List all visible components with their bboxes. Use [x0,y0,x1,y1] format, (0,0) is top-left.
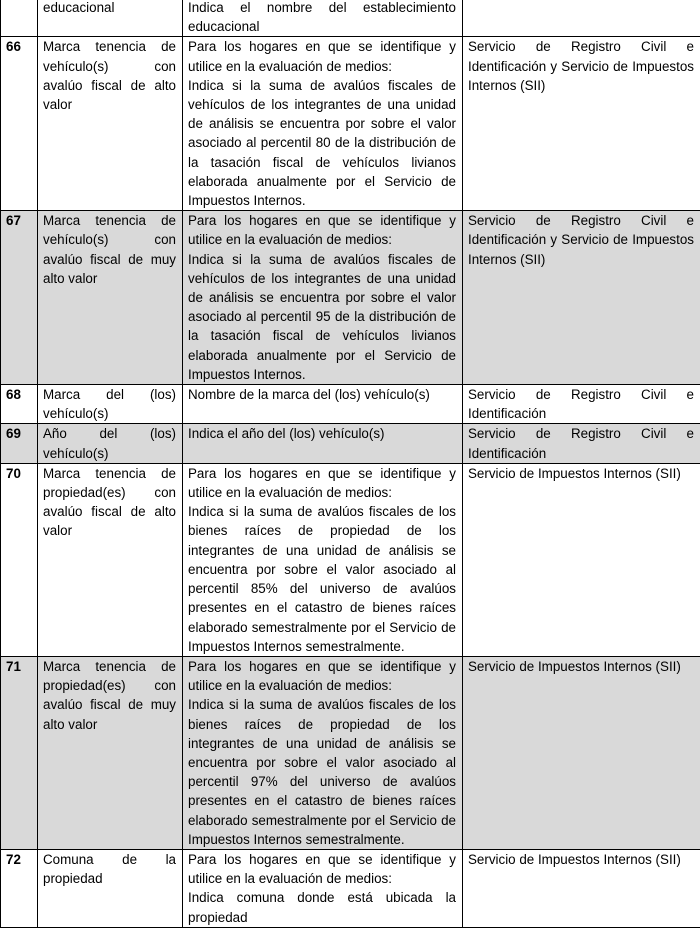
table-row [1,37,700,211]
description-intro: Para los hogares en que se identifique y utilice en la evaluación de medios: [188,464,456,502]
description-body: Indica el año del (los) vehículo(s) [188,424,456,443]
row-number: 66 [1,37,38,211]
description-body: Indica si la suma de avalúos fiscales de los bienes raíces de propiedad de los integrantes de una unidad de análisis se encuentra por sobre el valor asociado al percentil 97% del universo de avalúos presentes en el catastro de bienes raíces elaborado semestralmente por el Servicio de Impuestos Internos semestralmente. [188,695,456,849]
table-row [1,211,700,385]
data-source: Servicio de Impuestos Internos (SII) [463,656,700,849]
description-body: Indica si la suma de avalúos fiscales de los bienes raíces de propiedad de los integrantes de una unidad de análisis se encuentra por sobre el valor asociado al percentil 85% del universo de avalúos presentes en el catastro de bienes raíces elaborado semestralmente por el Servicio de Impuestos Internos semestralmente. [188,502,456,656]
description-intro: Para los hogares en que se identifique y utilice en la evaluación de medios: [188,37,456,75]
variable-name: Marca tenencia de propiedad(es) con avalúo fiscal de alto valor [38,463,183,656]
variable-name: Marca del (los) vehículo(s) [38,385,183,424]
row-number: 69 [1,424,38,463]
description-intro: Para los hogares en que se identifique y utilice en la evaluación de medios: [188,211,456,249]
description-body: Indica si la suma de avalúos fiscales de vehículos de los integrantes de una unidad de análisis se encuentra por sobre el valor asociado al percentil 95 de la distribución de la tasación fiscal de vehículos livianos elaborada anualmente por el Servicio de Impuestos Internos. [188,250,456,384]
variable-name: Marca tenencia de vehículo(s) con avalúo fiscal de muy alto valor [38,211,183,385]
variable-description [183,849,463,927]
description-body: Nombre de la marca del (los) vehículo(s) [188,385,456,404]
table-row [1,424,700,463]
row-number: 67 [1,211,38,385]
variable-name: Comuna de la propiedad [38,849,183,927]
data-source: Servicio de Registro Civil e Identificación [463,424,700,463]
row-number: 72 [1,849,38,927]
row-number: 68 [1,385,38,424]
table-row [1,463,700,656]
table-row [1,0,700,37]
description-intro: Para los hogares en que se identifique y utilice en la evaluación de medios: [188,850,456,888]
variable-description [183,463,463,656]
variable-description [183,656,463,849]
data-source [463,0,700,37]
data-source: Servicio de Registro Civil e Identificación y Servicio de Impuestos Internos (SII) [463,37,700,211]
description-body: Indica si la suma de avalúos fiscales de vehículos de los integrantes de una unidad de análisis se encuentra por sobre el valor asociado al percentil 80 de la distribución de la tasación fiscal de vehículos livianos elaborada anualmente por el Servicio de Impuestos Internos. [188,76,456,210]
row-number: 70 [1,463,38,656]
table-row [1,385,700,424]
variable-description [183,385,463,424]
table-row [1,656,700,849]
row-number: 71 [1,656,38,849]
variable-description [183,37,463,211]
variable-description [183,0,463,37]
data-source: Servicio de Registro Civil e Identificación [463,385,700,424]
variable-name: educacional [38,0,183,37]
row-number [1,0,38,37]
table-row [1,849,700,927]
description-body: Indica comuna donde está ubicada la propiedad [188,888,456,926]
variable-name: Marca tenencia de propiedad(es) con avalúo fiscal de muy alto valor [38,656,183,849]
data-source: Servicio de Registro Civil e Identificación y Servicio de Impuestos Internos (SII) [463,211,700,385]
variable-name: Año del (los) vehículo(s) [38,424,183,463]
variable-description [183,211,463,385]
description-intro: Para los hogares en que se identifique y utilice en la evaluación de medios: [188,657,456,695]
variable-name: Marca tenencia de vehículo(s) con avalúo fiscal de alto valor [38,37,183,211]
description-body: Indica el nombre del establecimiento educacional [188,0,456,36]
data-source: Servicio de Impuestos Internos (SII) [463,849,700,927]
data-source: Servicio de Impuestos Internos (SII) [463,463,700,656]
variable-description [183,424,463,463]
